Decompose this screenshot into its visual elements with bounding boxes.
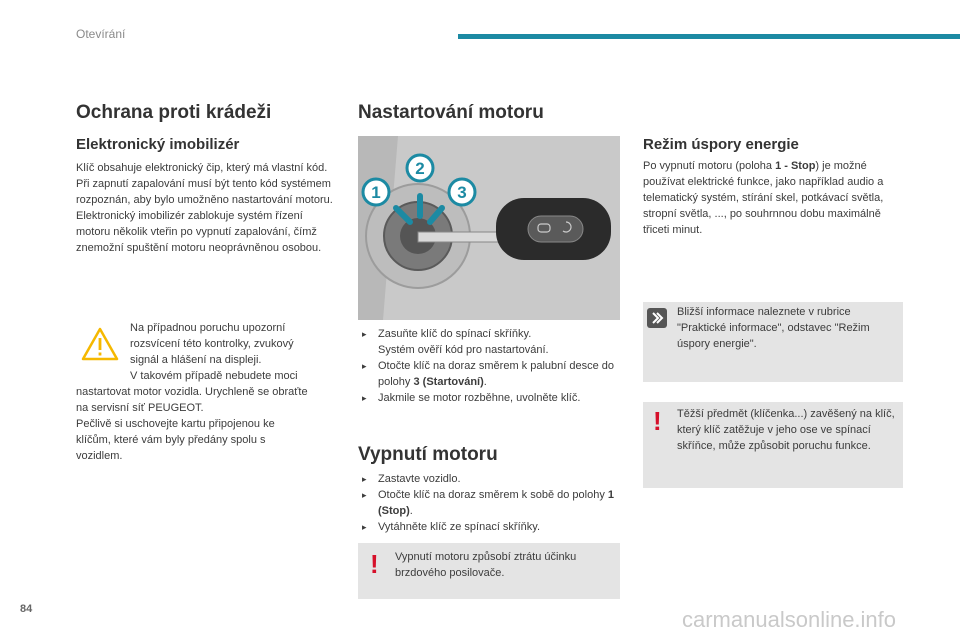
warning-line: V takovém případě nebudete moci (130, 370, 298, 382)
immobilizer-para-2: Elektronický imobilizér zablokuje systém řízení motoru několik vteřin po vypnutí zapalování, čímž znemožní spuštění motoru neoprávněnou osobou. (76, 210, 322, 254)
info-arrow-icon (647, 308, 667, 328)
list-item: ▸ Otočte klíč na doraz směrem k palubní desce do polohy 3 (Startování). (362, 360, 615, 388)
header-accent-bar (458, 34, 960, 39)
stop-warning-text: Vypnutí motoru způsobí ztrátu účinku brzdového posilovače. (395, 551, 577, 579)
warning-line: Pečlivě si uschovejte kartu připojenou ke (76, 418, 275, 430)
info-note-text: Bližší informace naleznete v rubrice "Praktické informace", odstavec "Režim úspory energie". (677, 306, 870, 350)
watermark: carmanualsonline.info (682, 607, 897, 632)
key-weight-warning-box (643, 402, 903, 488)
immobilizer-text (76, 160, 338, 256)
energy-saving-text: Po vypnutí motoru (poloha 1 - Stop) je možné používat elektrické funkce, jako například audio a telematický systém, stírání skel, potkávací světla, stropní světla, ..., po souhrnnou dobu maximálně třiceti minut. (643, 160, 884, 236)
list-item: ▸ Zastavte vozidlo. (362, 473, 461, 485)
immobilizer-subheading: Elektronický imobilizér (76, 136, 240, 153)
warning-line: vozidlem. (76, 450, 123, 462)
immobilizer-para-1: Klíč obsahuje elektronický čip, který má vlastní kód. Při zapnutí zapalování musí být tento kód systémem rozpoznán, aby bylo umožněno nastartování motoru. (76, 162, 333, 206)
warning-line: na servisní síť PEUGEOT. (76, 402, 204, 414)
warning-line: nastartovat motor vozidla. Urychleně se obraťte (76, 386, 308, 398)
section-title: Otevírání (76, 27, 126, 41)
warning-line: klíčům, které vám byly předány spolu s (76, 434, 266, 446)
exclamation-icon: ! (653, 406, 662, 436)
warning-line: signál a hlášení na displeji. (130, 354, 262, 366)
list-item: ▸ Vytáhněte klíč ze spínací skříňky. (362, 521, 541, 533)
info-note-box (643, 302, 903, 382)
engine-start-heading: Nastartování motoru (358, 102, 544, 123)
key-weight-warning-text: Těžší předmět (klíčenka...) zavěšený na klíč, který klíč zatěžuje v jeho ose ve spínací skříňce, může způsobit poruchu funkce. (677, 408, 895, 452)
energy-saving-heading: Režim úspory energie (643, 136, 799, 153)
list-item: Systém ověří kód pro nastartování. (378, 344, 549, 356)
figure-label-3: 3 (457, 183, 467, 202)
warning-line: rozsvícení této kontrolky, zvukový (130, 338, 294, 350)
exclamation-icon: ! (370, 549, 379, 579)
engine-stop-heading: Vypnutí motoru (358, 444, 498, 465)
immobilizer-warning-text (76, 320, 342, 464)
figure-label-1: 1 (371, 183, 381, 202)
anti-theft-heading: Ochrana proti krádeži (76, 102, 272, 123)
page-number: 84 (20, 603, 33, 615)
ignition-key-figure (358, 136, 620, 320)
list-item: ▸ Jakmile se motor rozběhne, uvolněte klíč. (362, 392, 581, 404)
start-steps-list (358, 326, 620, 406)
figure-label-2: 2 (415, 159, 425, 178)
stop-warning-box (358, 543, 620, 599)
list-item: ▸ Zasuňte klíč do spínací skříňky. (362, 328, 532, 340)
warning-line: Na případnou poruchu upozorní (130, 322, 286, 334)
stop-steps-list (358, 471, 620, 535)
list-item: ▸ Otočte klíč na doraz směrem k sobě do polohy 1 (Stop). (362, 489, 615, 517)
